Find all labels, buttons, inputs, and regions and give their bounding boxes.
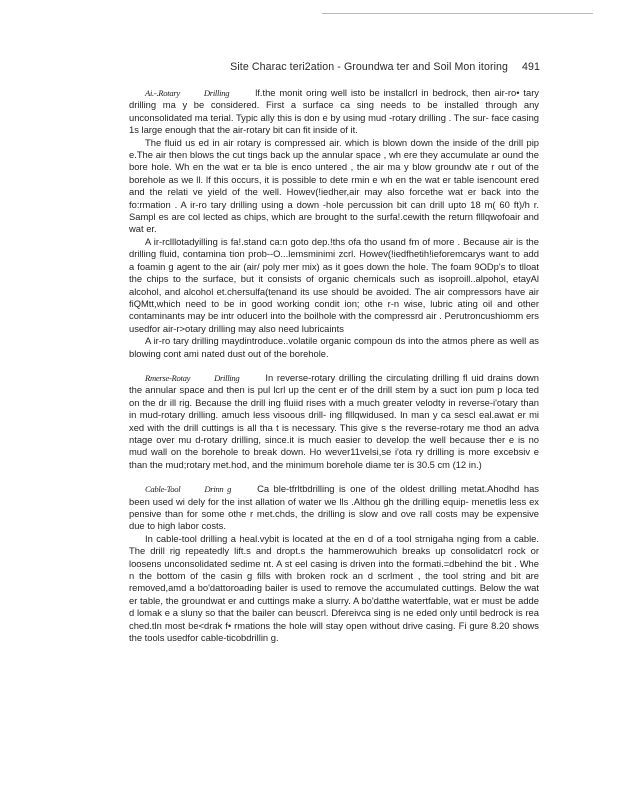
section-3-paragraph-2: In cable-tool drilling a heal.vybit is located at the en d of a tool strnigaha nging from a cable. The drill rig repeatedly lift.s and dropt.s the hammerowuhich breaks up consolidatcrl rock or loosens unconsolidated sedime nt. A st eel casing is driven into the formati.=dbehind the bit . Whe n the bottom of the casin g fills with broken rock an d scrlment , the tool string and bit are removed,amd a bo'dattoroading bailer is used to remove the accumulated cuttings. Below the wat er table, the groundwat er and cuttings make a slurry. A bo'datthe watertfable, wat er must be adde d lomak e a sluny so that the bailer can beuscrl. Dfereivca sing is ne eded only until bedrock is rea ched.tln most be<drak f• rmations the hole will stay open without drive casing. Fi gure 8.20 shows the tools usedfor cable-ticobdrillin g. (129, 532, 539, 644)
section-1-paragraph-4: A ir-ro tary drilling maydintroduce..volatile organic compoun ds into the atmos phere as well as blowing cont ami nated dust out of the borehole. (129, 335, 539, 359)
paragraph-text: Ca ble-tfrltbdrilling is one of the oldest drilling metat.Ahodhd has been used wi dely for the inst allation of water we lls .Althou gh the drilling equip- menetlis less ex pensive than for some othe r met.chds, the drilling is slow and ove rall costs may be expensive due to high labor costs. (129, 483, 539, 532)
section-2-paragraph-1 (129, 372, 539, 471)
body-text (129, 87, 539, 644)
section-1-heading: Ai.-.Rotary (145, 88, 180, 98)
section-1-paragraph-1 (129, 87, 539, 137)
page-number: 491 (522, 61, 540, 73)
paragraph-text: In reverse-rotary drilling the circulating drilling fl uid drains down the annular space and then is pul lcrl up the cent er of the drill stem by a suct ion pum p loca ted on the dr ill rig. Because the drill ing fluiid rises with a much greater velodty in reverse-i'otary than in mud-rotary drilling. amuch less visoous drill- ing flllqwidused. In man y ca sescl eal.awat er mi xed with the drill cuttings is all tha t is necessary. This give s the reverse-rotary me thod an adva ntage over mu d-rotary drilling, since.it is much easier to develop the well because ther e is no mud wall on the borehole to break down. Ho wever11velsi,se i'ota ry drilling is more excebsiv e than the mud;rotary met.hod, and the minimum borehole diame ter is 30.5 cm (12 in.) (129, 371, 539, 470)
section-1-heading-word: Drilling (203, 88, 230, 98)
top-rule (322, 13, 593, 14)
section-3-paragraph-1 (129, 483, 539, 533)
section-1-paragraph-2: The fluid us ed in air rotary is compressed air. which is blown down the inside of the drill pip e.The air then blows the cut tings back up the annular space , wh ere they accumulate ar ound the bore hole. Wh en the wat er ta ble is enco untered , the air ma y blow groundw ate r out of the borehole as we ll. lf this occurs, it is possible to dete rmin e wh en the wat er table isencount ered and the relati ve yield of the well. Howev(!iedher,air may also forcethe wat er back into the fo:rmation . A ir-ro tary drilling using a down -hole percussion bit can drill upto 18 m( 60 ft)/h r. Sampl es are col lected as chips, which are brought to the surfa!.cewith the return flllqwofoair and wat er. (129, 136, 539, 235)
running-title: Site Charac teri2ation - Groundwa ter and Soil Mon itoring (230, 61, 509, 73)
section-3-heading: Cable-Tool (145, 484, 181, 495)
section-1-paragraph-3: A ir-rclllotadyilling is fa!.stand ca:n goto dep.!ths ofa tho usand fm of more . Because air is the drilling fluid, contamina tion prob--O...lemsminimi zcrl. Howev(!iedfhetih!ieforemcarys want to add a foamin g agent to the air (air/ poly mer mix) as it goes down the hole. The foam 9ODp's to tlloat the chips to the surface, but it consists of organic chemicals such as isoproill..alpohol, etayAl alcohol, and alcohol et.chersulfa(tenand its use should be avoided. The air compressors have air fiQMtt,which need to be in good working condit ion; othe r-n wise, lubric ating oil and other contaminants may be intr oducerl into the boilhole with the compressrd air . Perutroncushiomm ers usedfor air-r>otary drilling may also need lubricaints (129, 235, 539, 334)
section-2-heading-word: Drilling (214, 372, 240, 383)
paragraph-text: lf.the monit oring well isto be installcrl in bedrock, then air-ro• tary drilling ma y be considered. First a surface ca sing needs to be installed through any unconsolidated ma terial. Typic ally this is don e by using mud -rotary drilling . The sur- face casing 1s large enough that the air-rotary bit can fit inside of it. (129, 87, 539, 136)
section-3-heading-word: Drinn g (204, 484, 232, 495)
running-head (230, 61, 540, 73)
section-2-heading: Rmerse-Rotay (145, 372, 191, 383)
